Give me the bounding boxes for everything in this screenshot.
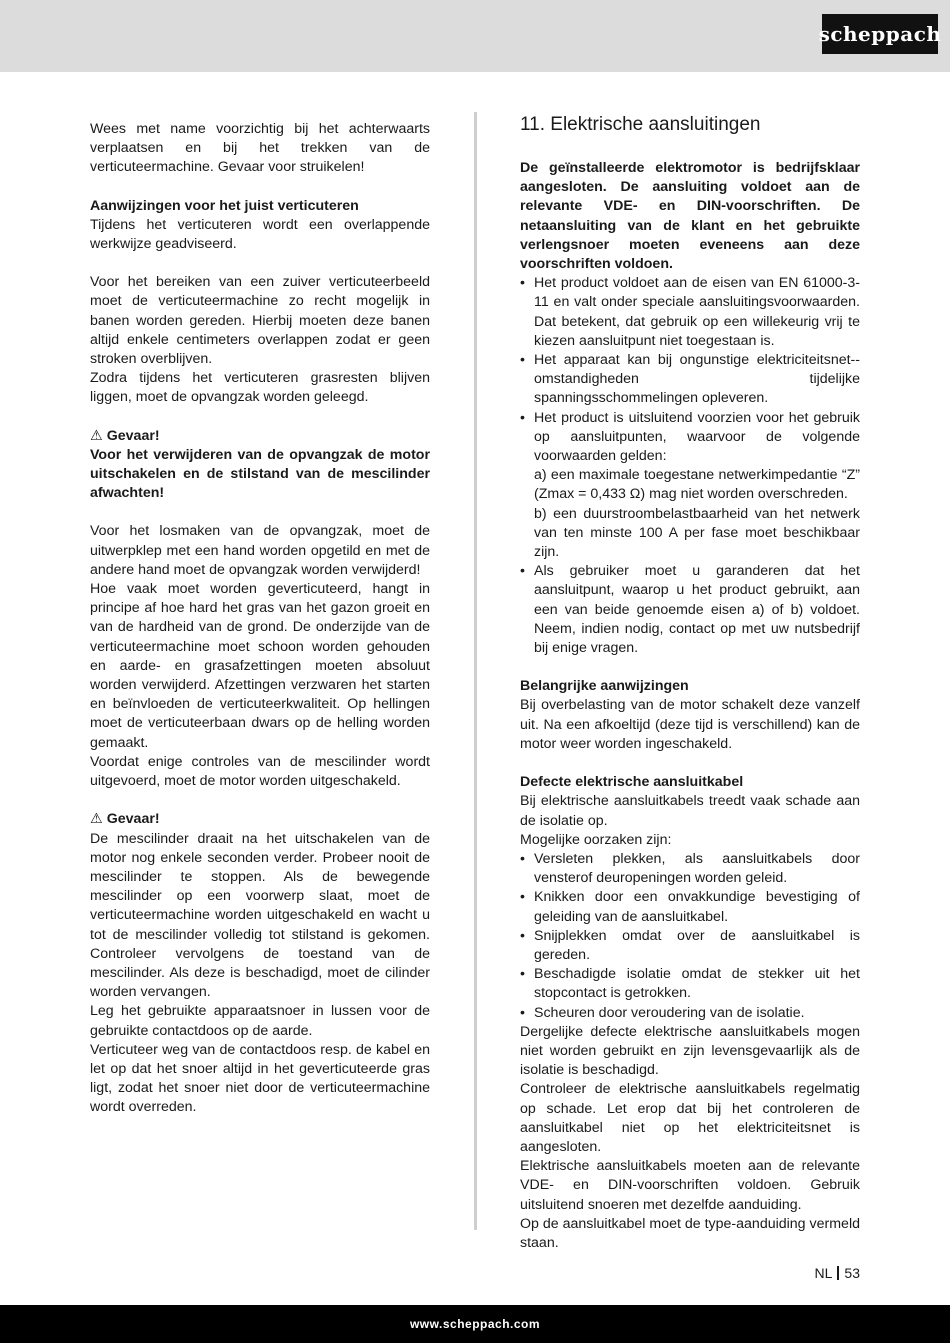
paragraph: Zodra tijdens het verticuteren grasresten blijven liggen, moet de opvangzak worden geleegd. <box>90 370 430 406</box>
website-link[interactable]: www.scheppach.com <box>409 1317 541 1331</box>
page-number-separator <box>837 1266 839 1280</box>
paragraph: Bij overbelasting van de motor schakelt deze vanzelf uit. Na een afkoeltijd (deze tijd is verschillend) kan de motor weer worden ingeschakeld. <box>520 697 860 752</box>
warning-text: Voor het verwijderen van de opvangzak de motor uitschakelen en de stilstand van de mescilinder afwachten! <box>90 446 430 502</box>
paragraph: Verticuteer weg van de contactdoos resp. de kabel en let op dat het snoer altijd in het geverticuteerde gras ligt, zodat het snoer niet door de verticuteermachine wordt overreden. <box>90 1041 430 1116</box>
paragraph: Mogelijke oorzaken zijn: <box>520 831 672 848</box>
warning-heading <box>90 427 430 446</box>
condition-a: a) een maximale toegestane netwerkimpedantie “Z” (Zmax = 0,433 Ω) mag niet worden overschreden. <box>534 467 860 503</box>
paragraph: Hoe vaak moet worden geverticuteerd, hangt in principe af hoe hard het gras van het gazon groeit en van de hardheid van de grond. De onderzijde van de verticuteermachine moet schoon worden gehouden en aarde- en grasafzettingen moeten absoluut worden verwijderd. Afzettingen verzwaren het starten en beïnvloeden de verticuteerkwaliteit. Op hellingen moet de verticuteerbaan dwars op de helling worden gemaakt. <box>90 581 430 751</box>
paragraph: Tijdens het verticuteren wordt een overlappende werkwijze geadviseerd. <box>90 216 430 253</box>
paragraph: Voordat enige controles van de mescilinder wordt uitgevoerd, moet de motor worden uitgeschakeld. <box>90 753 430 790</box>
paragraph: Op de aansluitkabel moet de type-aanduiding vermeld staan. <box>520 1215 860 1251</box>
list-item: • Snijplekken omdat over de aansluitkabel is gereden. <box>520 927 860 965</box>
list-item: • Versleten plekken, als aansluitkabels door vensterof deuropeningen worden geleid. <box>520 850 860 888</box>
scheppach-logo: scheppach <box>822 14 938 54</box>
chapter-title: 11. Elektrische aansluitingen <box>520 114 761 135</box>
condition-b: b) een duurstroombelastbaarheid van het netwerk van ten minste 100 A per fase moet beschikbaar zijn. <box>534 505 860 561</box>
paragraph: Voor het bereiken van een zuiver verticuteerbeeld moet de verticuteermachine zo recht mogelijk in banen worden gereden. Hierbij moeten deze banen altijd enkele centimeters overlappen zodat er geen stroken overblijven. <box>90 274 430 368</box>
paragraph: Controleer de elektrische aansluitkabels regelmatig op schade. Let erop dat bij het controleren de aansluitkabel niet op het elektriciteitsnet is aangesloten. <box>520 1081 860 1155</box>
list-item: • Knikken door een onvakkundige bevestiging of geleiding van de aansluitkabel. <box>520 888 860 926</box>
list-item: • Beschadigde isolatie omdat de stekker uit het stopcontact is getrokken. <box>520 965 860 1003</box>
section-heading: Aanwijzingen voor het juist verticuteren <box>90 197 359 214</box>
left-column <box>90 120 430 1118</box>
intro-paragraph: De geïnstalleerde elektromotor is bedrijfsklaar aangesloten. De aansluiting voldoet aan de relevante VDE- en DIN-voorschriften. De netaansluiting van de klant en het gebruikte verlengsnoer moeten eveneens aan deze voorschriften voldoen. <box>520 160 860 273</box>
causes-list <box>520 850 860 1023</box>
requirements-list <box>520 274 860 658</box>
warning-icon: ⚠ <box>90 427 103 444</box>
paragraph: Bij elektrische aansluitkabels treedt vaak schade aan de isolatie op. <box>520 793 860 829</box>
list-item <box>520 409 860 563</box>
warning-heading <box>90 810 430 829</box>
language-code: NL <box>814 1265 833 1281</box>
section-heading: Defecte elektrische aansluitkabel <box>520 774 744 791</box>
footer-bar <box>0 1305 950 1343</box>
paragraph: Voor het losmaken van de opvangzak, moet de uitwerpklep met een hand worden opgetild en met de andere hand moet de opvangzak worden verwijderd! <box>90 523 430 578</box>
warning-icon: ⚠ <box>90 811 103 828</box>
list-item: • Als gebruiker moet u garanderen dat het aansluitpunt, waarop u het product gebruikt, aan een van beide genoemde eisen a) of b) voldoet. Neem, indien nodig, contact op met uw nutsbedrijf bij enige vragen. <box>520 562 860 658</box>
section-heading: Belangrijke aanwijzingen <box>520 678 689 695</box>
warning-title: Gevaar! <box>106 811 160 828</box>
paragraph: Elektrische aansluitkabels moeten aan de relevante VDE- en DIN-voorschriften voldoen. Gebruik uitsluitend snoeren met dezelfde aanduiding. <box>520 1158 860 1213</box>
page-number <box>815 1265 860 1281</box>
paragraph: Leg het gebruikte apparaatsnoer in lussen voor de gebruikte contactdoos op de aarde. <box>90 1003 430 1039</box>
header-bar <box>0 0 950 72</box>
paragraph: Dergelijke defecte elektrische aansluitkabels mogen niet worden gebruikt en zijn levensgevaarlijk als de isolatie is beschadigd. <box>520 1023 860 1079</box>
list-item: • Het product voldoet aan de eisen van EN 61000-3-11 en valt onder speciale aansluitingsvoorwaarden. Dat betekent, dat gebruik op een willekeurig vrij te kiezen aansluitpunt niet toegestaan is. <box>520 274 860 351</box>
warning-title: Gevaar! <box>106 427 160 444</box>
right-column <box>520 113 860 1253</box>
page-number-value: 53 <box>844 1265 860 1281</box>
paragraph: De mescilinder draait na het uitschakelen van de motor nog enkele seconden verder. Probeer nooit de mescilinder te stoppen. Als de bewegende mescilinder op een voorwerp slaat, moet de verticuteermachine worden uitgeschakeld en wacht u tot de mescilinder volledig tot stilstand is gekomen. Controleer vervolgens de toestand van de mescilinder. Als deze is beschadigd, moet de cilinder worden vervangen. <box>90 830 430 1001</box>
list-item: • Het apparaat kan bij ongunstige elektriciteitsnet--omstandigheden tijdelijke spanningsschommelingen opleveren. <box>520 351 860 409</box>
list-item-text: • Het product is uitsluitend voorzien voor het gebruik op aansluitpunten, waarvoor de volgende voorwaarden gelden: <box>534 409 860 465</box>
paragraph: Wees met name voorzichtig bij het achterwaarts verplaatsen en bij het trekken van de verticuteermachine. Gevaar voor struikelen! <box>90 121 430 176</box>
list-item: • Scheuren door veroudering van de isolatie. <box>520 1004 860 1023</box>
column-divider <box>474 112 477 1230</box>
